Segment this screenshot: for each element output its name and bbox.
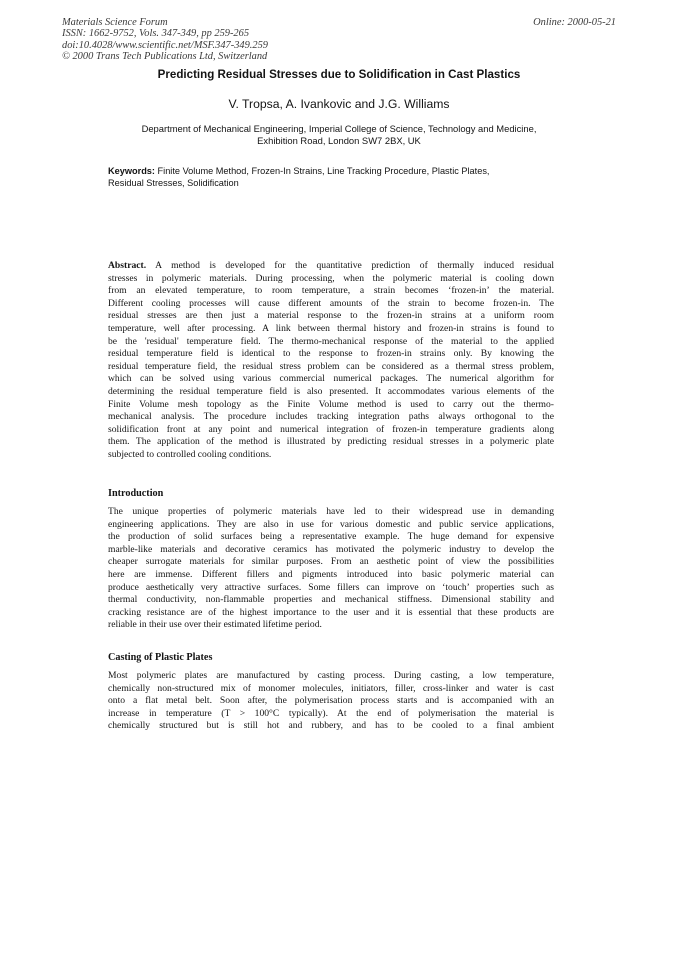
casting-line: chemically non-structured mix of monomer molecules, initiators, filler, cross-linker and water is cast [108,682,554,694]
casting-line: chemically structured but is still hot and rubbery, and has to be cooled to a final ambient [108,720,554,732]
introduction-line: The unique properties of polymeric materials have led to their widespread use in demanding [108,506,554,517]
introduction-line: produce aesthetically very attractive surfaces. Some fillers can improve on ‘touch’ properties such as [108,581,554,593]
casting-heading: Casting of Plastic Plates [108,652,213,663]
casting-section [108,670,554,733]
abstract-line: mechanical analysis. The procedure includes tracking integration paths always orthogonal to the [108,411,554,423]
abstract-line: residual temperature field, the residual stress problem can be considered as a thermal stress problem, [108,360,554,372]
introduction-heading: Introduction [108,488,164,499]
abstract-section [108,260,554,462]
abstract-line: residual temperature field is identical to the response to frozen-in strains only. By knowing the [108,348,554,360]
abstract-line: which can be solved using various commercial numerical packages. The numerical algorithm for [108,373,554,385]
introduction-line: the production of solid surfaces being a representative example. The huge demand for expensive [108,531,554,543]
issn-line: ISSN: 1662-9752, Vols. 347-349, pp 259-265 [62,28,250,40]
keywords-text: Residual Stresses, Solidification [108,178,239,188]
casting-line: onto a flat metal belt. Soon after, the polymerisation process starts and is accompanied with an [108,695,554,707]
introduction-line: thermal conductivity, non-flammable properties and mechanical stiffness. Dimensional stability and [108,594,554,606]
abstract-line: stresses in polymeric materials. During processing, when the polymeric material is cooling down [108,272,554,284]
abstract-line: temperature, well after processing. A link between thermal history and frozen-in strains is found to [108,322,554,334]
online-date: Online: 2000-05-21 [533,17,616,28]
introduction-line: cheaper surrogate materials for similar purposes. From an aesthetic point of view the possibilities [108,556,554,568]
abstract-line: residual stresses are then just a material response to the frozen-in strains at a uniform room [108,310,554,322]
affiliation-line: Department of Mechanical Engineering, Imperial College of Science, Technology and Medicine, [141,123,537,134]
affiliation-line: Exhibition Road, London SW7 2BX, UK [257,135,421,146]
abstract-line [108,260,554,273]
keywords-line [108,165,558,177]
introduction-line: cracking resistance are of the highest importance to the user and it is essential that these products are [108,606,554,618]
abstract-label: Abstract. [108,260,147,271]
introduction-line: engineering applications. They are also in use for various domestic and public service applications, [108,518,554,530]
keywords-text: Finite Volume Method, Frozen-In Strains, Line Tracking Procedure, Plastic Plates, [157,166,490,176]
abstract-text: A method is developed for the quantitative prediction of thermally induced residual [155,260,554,271]
paper-authors: V. Tropsa, A. Ivankovic and J.G. Williams [228,97,450,111]
journal-name: Materials Science Forum [62,17,168,28]
paper-title: Predicting Residual Stresses due to Solidification in Cast Plastics [157,68,521,81]
abstract-line: be the 'residual' temperature field. The thermo-mechanical response of the material to the applied [108,335,554,347]
abstract-line: determining the residual temperature field is also presented. It accommodates various elements of the [108,385,554,397]
abstract-line: Finite Volume mesh topology as the Finite Volume method is used to carry out the thermo- [108,398,554,410]
author-affiliation [0,123,678,147]
introduction-line: marble-like materials and decorative ceramics has motivated the polymeric industry to develop the [108,543,554,555]
copyright-line: © 2000 Trans Tech Publications Ltd, Switzerland [62,51,268,63]
abstract-line: them. The application of the method is illustrated by predicting residual stresses in a polymeric plate [108,436,554,448]
introduction-line: reliable in their use over their estimated lifetime period. [108,619,322,631]
keywords-block [108,165,558,189]
casting-line: Most polymeric plates are manufactured by casting process. During casting, a low temperature, [108,670,554,681]
abstract-line: solidification front at any point and numerical integration of frozen-in temperature gradients along [108,423,554,435]
journal-citation-block [62,17,268,63]
abstract-line: from an elevated temperature, to room temperature, a strain becomes ‘frozen-in’ the material. [108,285,554,297]
abstract-line: subjected to controlled cooling conditions. [108,448,272,460]
abstract-line: Different cooling processes will cause different amounts of the strain to become frozen-in. The [108,297,554,309]
introduction-line: here are immense. Different fillers and pigments introduced into basic polymeric material can [108,568,554,580]
keywords-label: Keywords: [108,166,155,176]
casting-line: increase in temperature (T > 100°C typically). At the end of polymerisation the material is [108,707,554,719]
doi-line: doi:10.4028/www.scientific.net/MSF.347-349.259 [62,39,268,51]
introduction-section [108,506,554,632]
